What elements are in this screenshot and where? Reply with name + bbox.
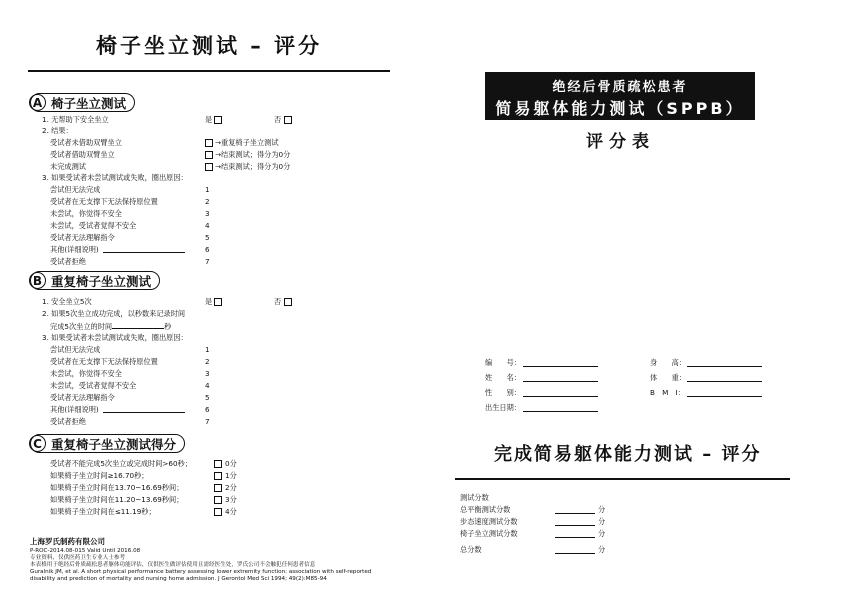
a-reason-label: 尝试但无法完成 (50, 185, 101, 194)
footer-note2: 本表格用于绝经后骨质疏松患者躯体功能评估，仅供医生做评估使用且需经医生处，罗氏公司不会触犯任何患者信息 (30, 562, 316, 568)
footer-note1: 专业资料，仅供医药卫生专业人士参考 (30, 555, 126, 561)
section-b-letter: B (29, 272, 46, 289)
section-c-letter: C (29, 435, 46, 452)
field-weight-label: 体 重： (650, 373, 686, 382)
b-time-label: 完成5次坐立的时间 (50, 322, 113, 331)
complete-score-title: 完成简易躯体能力测试 – 评分 (494, 444, 762, 465)
field-gender-label: 性 别： (485, 388, 521, 397)
summary-total-label: 总分数 (460, 545, 482, 554)
a-q2-option-result: →结束测试；得分为0分 (215, 162, 291, 171)
b-time-input[interactable] (112, 321, 164, 329)
c-score-value: 0分 (225, 459, 237, 468)
page-title: 椅子坐立测试 – 评分 (96, 34, 323, 58)
summary-row-label: 椅子坐立测试分数 (460, 529, 518, 538)
field-bmi-input[interactable] (687, 396, 762, 397)
b-reason-number[interactable]: 6 (205, 405, 210, 414)
a-other-line[interactable] (103, 245, 185, 255)
a-q1-no-label: 否 (274, 115, 282, 124)
a-q3: 3. 如果受试者未尝试测试或失败，圈出原因： (42, 173, 188, 182)
a-q2-option-label: 未完成测试 (50, 162, 86, 171)
footer-code: P-ROC-2014.08-015 Valid Until 2016.08 (30, 548, 141, 554)
field-dob-label: 出生日期： (485, 403, 521, 412)
b-q1-yes-checkbox[interactable] (214, 298, 222, 306)
c-score-value: 1分 (225, 471, 237, 480)
c-score-label: 如果椅子坐立时间在11.20~13.69秒间； (50, 495, 184, 504)
banner-line2: 简易躯体能力测试（SPPB） (495, 99, 745, 118)
b-reason-number[interactable]: 5 (205, 393, 210, 402)
b-q2: 2. 如果5次坐立成功完成，以秒数来记录时间 (42, 309, 186, 318)
a-reason-number[interactable]: 2 (205, 197, 210, 206)
b-time-unit: 秒 (164, 322, 172, 331)
section-c-header (30, 434, 185, 453)
section-c-title: 重复椅子坐立测试得分 (51, 436, 177, 452)
b-reason-label: 受试者在无支撑下无法保持原位置 (50, 357, 158, 366)
c-score-checkbox[interactable] (214, 496, 222, 504)
a-q2-option-label: 受试者借助双臂坐立 (50, 150, 115, 159)
a-reason-label: 受试者拒绝 (50, 257, 86, 266)
b-reason-label: 尝试但无法完成 (50, 345, 101, 354)
summary-row-unit: 分 (598, 529, 606, 538)
summary-row-input[interactable] (555, 525, 595, 526)
a-reason-number[interactable]: 7 (205, 257, 210, 266)
b-reason-label: 受试者无法理解指令 (50, 393, 115, 402)
b-reason-number[interactable]: 4 (205, 381, 210, 390)
footer-ref1: Guralnik JM, et al. A short physical performance battery assessing lower extremity function: association with self-reported (30, 569, 372, 575)
field-height-label: 身 高： (650, 358, 686, 367)
b-reason-number[interactable]: 7 (205, 417, 210, 426)
section-b-title: 重复椅子坐立测试 (51, 273, 152, 289)
b-q3: 3. 如果受试者未尝试测试或失败，圈出原因： (42, 333, 188, 342)
b-q1-yes-label: 是 (205, 297, 213, 306)
b-reason-label: 其他(详细说明) (50, 405, 99, 414)
a-q2-option-checkbox[interactable] (205, 151, 213, 159)
a-q2-option-result: →重复椅子坐立测试 (215, 138, 279, 147)
field-number-input[interactable] (523, 366, 598, 367)
b-time-row (50, 321, 171, 331)
b-reason-label: 未尝试，你觉得不安全 (50, 369, 122, 378)
c-score-label: 受试者不能完成5次坐立或完成时间>60秒； (50, 459, 192, 468)
a-reason-number[interactable]: 1 (205, 185, 210, 194)
a-q2-option-checkbox[interactable] (205, 139, 213, 147)
field-height-input[interactable] (687, 366, 762, 367)
section-a-header (30, 93, 135, 112)
summary-total-unit: 分 (598, 545, 606, 554)
c-score-value: 2分 (225, 483, 237, 492)
summary-row-label: 步态速度测试分数 (460, 517, 518, 526)
c-score-checkbox[interactable] (214, 484, 222, 492)
section-b-header (30, 271, 160, 290)
title-divider (28, 70, 390, 72)
b-q1: 1. 安全坐立5次 (42, 297, 92, 306)
b-q1-no-checkbox[interactable] (284, 298, 292, 306)
c-score-checkbox[interactable] (214, 508, 222, 516)
field-dob-input[interactable] (523, 411, 598, 412)
summary-row-label: 总平衡测试分数 (460, 505, 511, 514)
b-reason-label: 受试者拒绝 (50, 417, 86, 426)
a-reason-number[interactable]: 4 (205, 221, 210, 230)
field-weight-input[interactable] (687, 381, 762, 382)
summary-row-input[interactable] (555, 513, 595, 514)
a-q2-option-label: 受试者未借助双臂坐立 (50, 138, 122, 147)
c-score-value: 3分 (225, 495, 237, 504)
c-score-label: 如果椅子坐立时间在13.70~16.69秒间； (50, 483, 184, 492)
field-name-label: 姓 名： (485, 373, 521, 382)
a-q2-option-result: →结束测试；得分为0分 (215, 150, 291, 159)
b-q1-no-label: 否 (274, 297, 282, 306)
a-reason-label: 受试者无法理解指令 (50, 233, 115, 242)
footer-ref2: disability and prediction of mortality and nursing home admission. J Gerontol Med Sci 1994; 49(2):M85-94 (30, 576, 327, 582)
summary-row-unit: 分 (598, 505, 606, 514)
a-q1-yes-label: 是 (205, 115, 213, 124)
a-q1-no-checkbox[interactable] (284, 116, 292, 124)
complete-divider (455, 478, 790, 480)
a-reason-number[interactable]: 3 (205, 209, 210, 218)
c-score-checkbox[interactable] (214, 460, 222, 468)
banner-line1: 绝经后骨质疏松患者 (552, 80, 688, 95)
c-score-label: 如果椅子坐立时间≥16.70秒； (50, 471, 149, 480)
summary-row-unit: 分 (598, 517, 606, 526)
section-a-title: 椅子坐立测试 (51, 95, 127, 111)
b-reason-number[interactable]: 2 (205, 357, 210, 366)
section-a-letter: A (29, 94, 46, 111)
score-sheet-title: 评分表 (586, 132, 655, 152)
sppb-header-banner (485, 72, 755, 120)
field-number-label: 编 号： (485, 358, 521, 367)
b-reason-number[interactable]: 3 (205, 369, 210, 378)
field-gender-input[interactable] (523, 396, 598, 397)
footer-company: 上海罗氏制药有限公司 (30, 537, 105, 546)
summary-row-input[interactable] (555, 537, 595, 538)
a-q1-yes-checkbox[interactable] (214, 116, 222, 124)
a-reason-label: 未尝试，受试者觉得不安全 (50, 221, 137, 230)
a-reason-label: 受试者在无支撑下无法保持原位置 (50, 197, 158, 206)
a-reason-number[interactable]: 6 (205, 245, 210, 254)
b-reason-number[interactable]: 1 (205, 345, 210, 354)
c-score-value: 4分 (225, 507, 237, 516)
a-q2: 2. 结果： (42, 126, 73, 135)
b-other-line[interactable] (103, 405, 185, 415)
b-reason-label: 未尝试，受试者觉得不安全 (50, 381, 137, 390)
a-q1: 1. 无帮助下安全坐立 (42, 115, 109, 124)
field-bmi-label: B M I： (650, 388, 685, 397)
summary-heading: 测试分数 (460, 493, 489, 502)
c-score-checkbox[interactable] (214, 472, 222, 480)
a-q2-option-checkbox[interactable] (205, 163, 213, 171)
summary-total-input[interactable] (555, 553, 595, 554)
a-reason-label: 未尝试，你觉得不安全 (50, 209, 122, 218)
field-name-input[interactable] (523, 381, 598, 382)
a-reason-label: 其他(详细说明) (50, 245, 99, 254)
a-reason-number[interactable]: 5 (205, 233, 210, 242)
c-score-label: 如果椅子坐立时间在≤11.19秒； (50, 507, 156, 516)
